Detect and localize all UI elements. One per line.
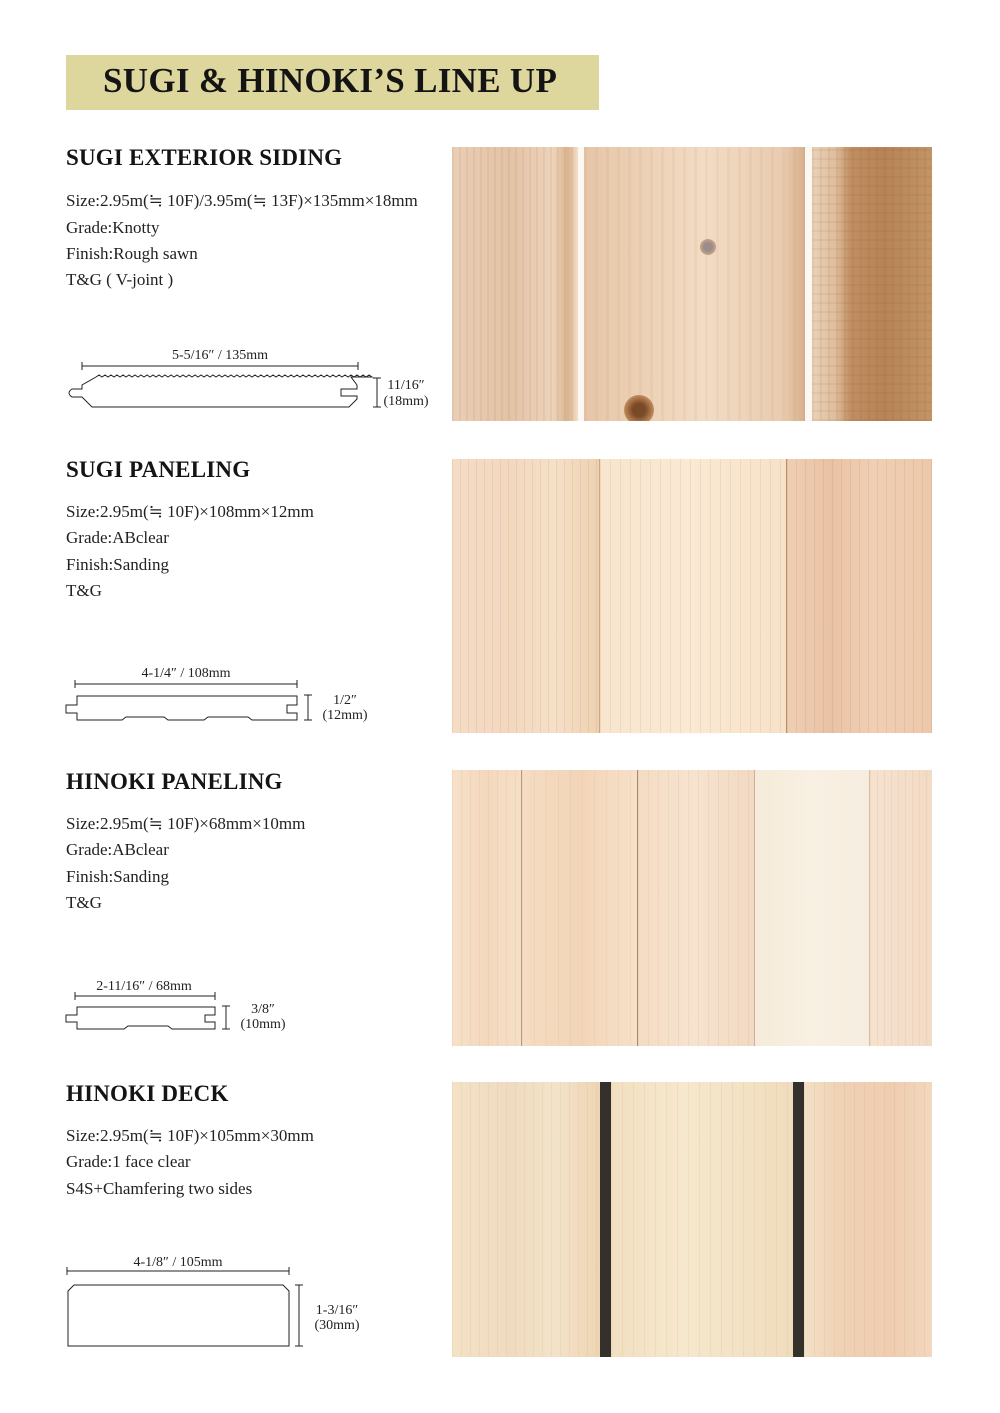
hinoki-deck-profile-diagram xyxy=(60,1251,380,1356)
spec-grade: Grade:1 face clear xyxy=(66,1152,191,1171)
spec-joint: T&G xyxy=(66,581,102,600)
width-label: 4-1/4″ / 108mm xyxy=(141,666,231,681)
wood-board xyxy=(804,1082,932,1357)
hinoki-paneling-profile-outline xyxy=(66,1007,215,1029)
product-title: HINOKI DECK xyxy=(66,1081,229,1106)
hinoki-paneling-profile-diagram xyxy=(60,975,310,1040)
spec-joint: T&G ( V-joint ) xyxy=(66,270,174,289)
siding-profile-outline xyxy=(69,375,372,407)
spec-finish: Finish:Sanding xyxy=(66,555,169,574)
hinoki-paneling-photo xyxy=(452,770,932,1046)
board-gap xyxy=(805,147,812,421)
wood-board xyxy=(522,770,637,1046)
wood-board xyxy=(812,147,932,421)
thickness-label-mm: (30mm) xyxy=(314,1318,360,1333)
wood-board xyxy=(452,147,578,421)
deck-board-gap xyxy=(600,1082,611,1357)
siding-profile-diagram xyxy=(60,345,440,425)
sugi-paneling-profile-outline xyxy=(66,696,297,720)
spec-grade: Grade:ABclear xyxy=(66,840,169,859)
wood-board xyxy=(452,1082,600,1357)
product-title: HINOKI PANELING xyxy=(66,769,283,794)
width-label: 5-5/16″ / 135mm xyxy=(171,348,269,363)
wood-board xyxy=(755,770,869,1046)
hinoki-deck-profile-outline xyxy=(68,1285,289,1346)
wood-board xyxy=(638,770,754,1046)
wood-knot xyxy=(624,395,654,421)
spec-finish: Finish:Sanding xyxy=(66,867,169,886)
page-title: SUGI & HINOKI’S LINE UP xyxy=(103,61,558,100)
wood-board xyxy=(452,770,521,1046)
spec-size: Size:2.95m(≒ 10F)/3.95m(≒ 13F)×135mm×18mm xyxy=(66,191,418,210)
wood-board xyxy=(452,459,599,733)
spec-size: Size:2.95m(≒ 10F)×105mm×30mm xyxy=(66,1126,314,1145)
wood-board xyxy=(611,1082,793,1357)
width-label: 2-11/16″ / 68mm xyxy=(96,979,192,994)
thickness-label-mm: (12mm) xyxy=(322,708,368,723)
thickness-label-inch: 3/8″ xyxy=(251,1002,275,1017)
wood-board xyxy=(600,459,786,733)
thickness-label-mm: (18mm) xyxy=(383,394,429,409)
product-title: SUGI EXTERIOR SIDING xyxy=(66,145,343,170)
deck-board-gap xyxy=(793,1082,804,1357)
spec-process: S4S+Chamfering two sides xyxy=(66,1179,253,1198)
spec-joint: T&G xyxy=(66,893,102,912)
wood-knot xyxy=(700,239,716,255)
thickness-label-inch: 1-3/16″ xyxy=(315,1303,359,1318)
sugi-paneling-photo xyxy=(452,459,932,733)
width-label: 4-1/8″ / 105mm xyxy=(133,1255,223,1270)
spec-size: Size:2.95m(≒ 10F)×108mm×12mm xyxy=(66,502,314,521)
hinoki-deck-photo xyxy=(452,1082,932,1357)
product-title: SUGI PANELING xyxy=(66,457,251,482)
spec-size: Size:2.95m(≒ 10F)×68mm×10mm xyxy=(66,814,306,833)
sugi-paneling-profile-diagram xyxy=(60,662,390,732)
wood-board xyxy=(870,770,932,1046)
title-banner xyxy=(66,55,599,110)
thickness-label-mm: (10mm) xyxy=(240,1017,286,1032)
wood-board xyxy=(787,459,932,733)
sugi-exterior-siding-photo xyxy=(452,147,932,421)
wood-board xyxy=(584,147,805,421)
thickness-label-inch: 1/2″ xyxy=(333,693,357,708)
spec-finish: Finish:Rough sawn xyxy=(66,244,198,263)
spec-grade: Grade:Knotty xyxy=(66,218,160,237)
thickness-label-inch: 11/16″ xyxy=(387,378,425,393)
spec-grade: Grade:ABclear xyxy=(66,528,169,547)
